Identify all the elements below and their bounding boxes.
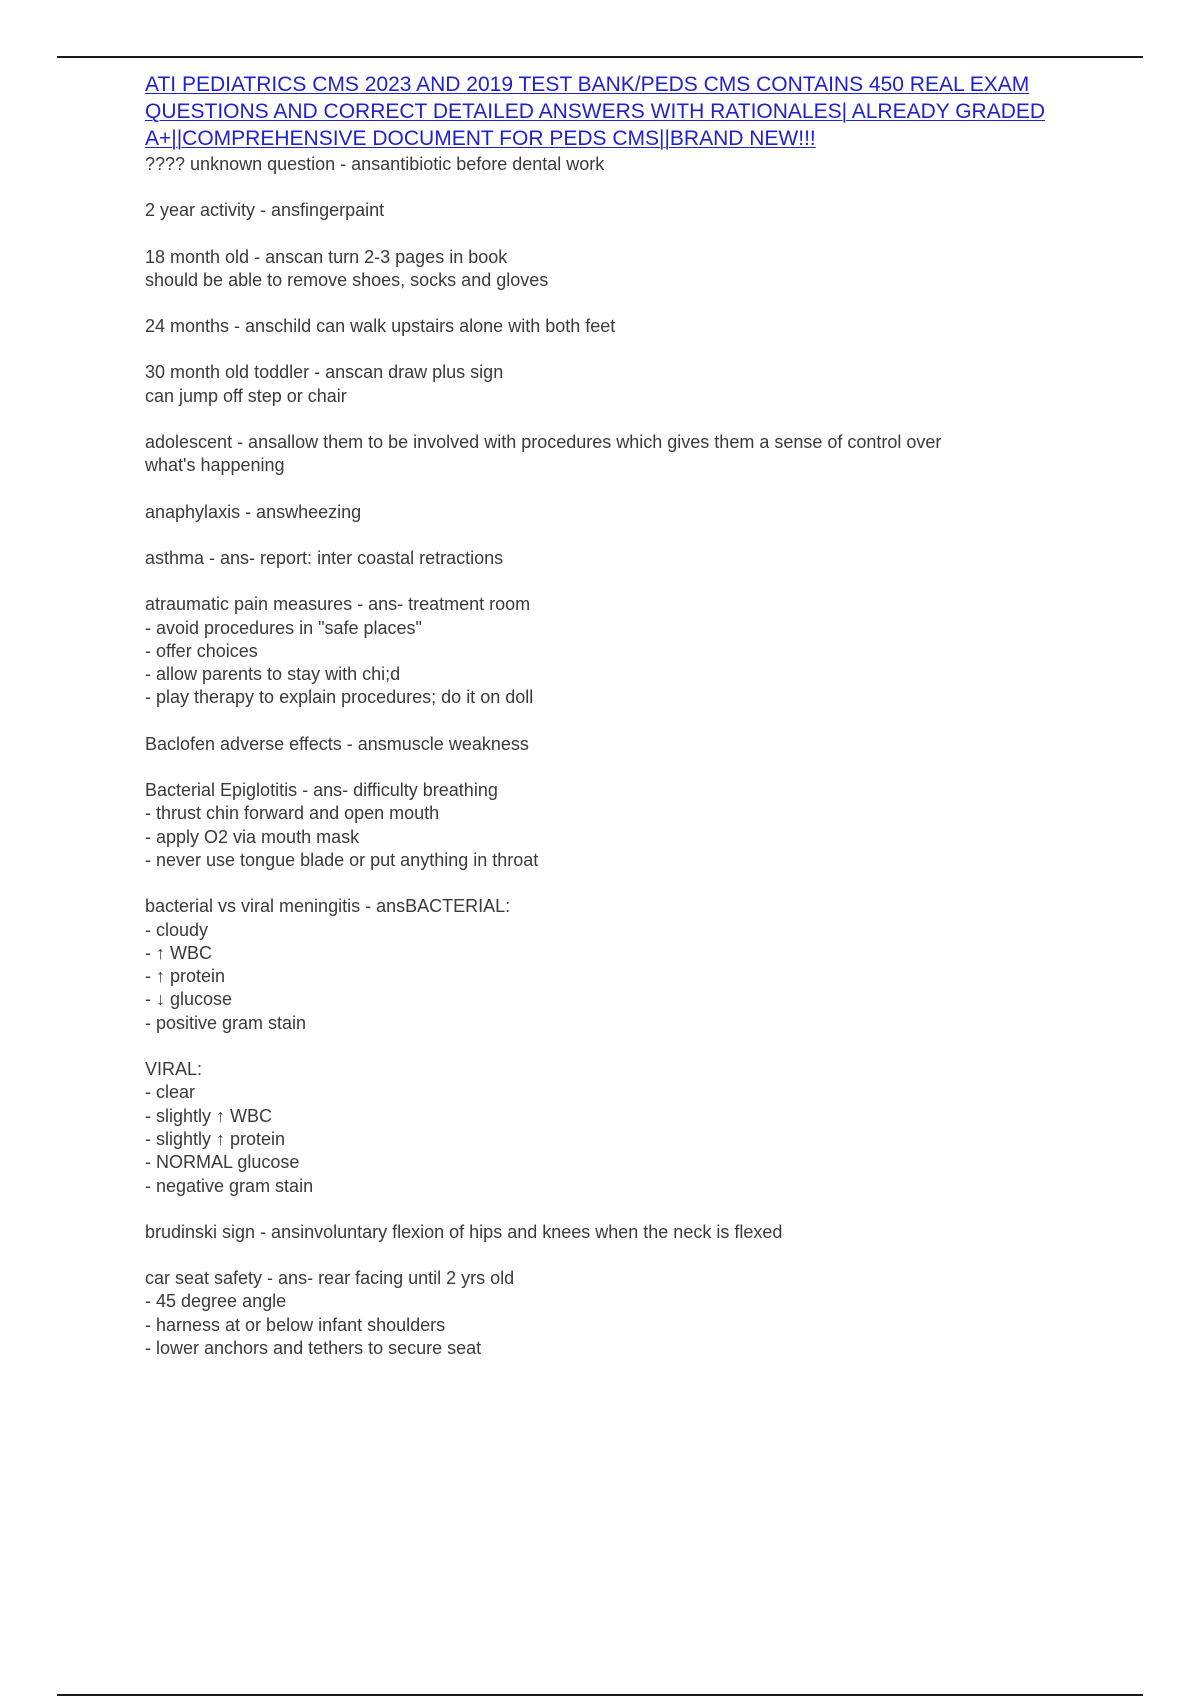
entry-block xyxy=(145,153,1085,176)
entry-block xyxy=(145,246,1085,293)
entry-question-line: brudinski sign - ansinvoluntary flexion of hips and knees when the neck is flexed xyxy=(145,1221,783,1242)
entry-detail-line: - thrust chin forward and open mouth xyxy=(145,803,440,824)
entry-question-line: Baclofen adverse effects - ansmuscle weakness xyxy=(145,733,529,754)
entry-question-line: bacterial vs viral meningitis - ansBACTERIAL: xyxy=(145,896,511,917)
entries-list xyxy=(145,153,1085,1360)
entry-detail-line: should be able to remove shoes, socks and gloves xyxy=(145,269,549,290)
entry-question-line: anaphylaxis - answheezing xyxy=(145,501,362,522)
entry-block xyxy=(145,199,1085,222)
entry-detail-line: - offer choices xyxy=(145,640,258,661)
entry-detail-line: - NORMAL glucose xyxy=(145,1152,300,1173)
entry-detail-line: can jump off step or chair xyxy=(145,385,347,406)
entry-detail-line: - negative gram stain xyxy=(145,1175,314,1196)
entry-detail-line: - ↓ glucose xyxy=(145,989,233,1010)
entry-block xyxy=(145,593,1085,709)
entry-detail-line: - avoid procedures in "safe places" xyxy=(145,617,422,638)
page-content xyxy=(145,71,1085,1383)
entry-question-line: 24 months - anschild can walk upstairs alone with both feet xyxy=(145,316,616,337)
entry-block xyxy=(145,431,1085,478)
entry-block xyxy=(145,779,1085,872)
entry-block xyxy=(145,1267,1085,1360)
entry-question-line: adolescent - ansallow them to be involved with procedures which gives them a sense of control over xyxy=(145,432,942,453)
entry-block xyxy=(145,547,1085,570)
entry-detail-line: - lower anchors and tethers to secure seat xyxy=(145,1337,482,1358)
entry-question-line: 18 month old - anscan turn 2-3 pages in book xyxy=(145,246,508,267)
entry-block xyxy=(145,1221,1085,1244)
top-rule xyxy=(57,56,1143,58)
entry-question-line: atraumatic pain measures - ans- treatment room xyxy=(145,594,531,615)
entry-block xyxy=(145,501,1085,524)
bottom-rule xyxy=(57,1694,1143,1696)
entry-detail-line: - slightly ↑ WBC xyxy=(145,1105,273,1126)
entry-detail-line: - clear xyxy=(145,1082,196,1103)
entry-block xyxy=(145,895,1085,1035)
entry-question-line: Bacterial Epiglotitis - ans- difficulty breathing xyxy=(145,780,498,801)
entry-detail-line: - allow parents to stay with chi;d xyxy=(145,664,401,685)
document-title-link[interactable]: ATI PEDIATRICS CMS 2023 AND 2019 TEST BANK/PEDS CMS CONTAINS 450 REAL EXAM QUESTIONS AND CORRECT DETAILED ANSWERS WITH RATIONALES| ALREADY GRADED A+||COMPREHENSIVE DOCUMENT FOR PEDS CMS||BRAND NEW!!! xyxy=(145,73,1046,150)
entry-question-line: asthma - ans- report: inter coastal retractions xyxy=(145,547,504,568)
entry-detail-line: - play therapy to explain procedures; do it on doll xyxy=(145,687,534,708)
entry-question-line: ???? unknown question - ansantibiotic before dental work xyxy=(145,154,605,174)
entry-question-line: car seat safety - ans- rear facing until 2 yrs old xyxy=(145,1268,515,1289)
entry-question-line: 30 month old toddler - anscan draw plus sign xyxy=(145,362,504,383)
entry-detail-line: - positive gram stain xyxy=(145,1012,307,1033)
entry-block xyxy=(145,315,1085,338)
entry-block xyxy=(145,1058,1085,1198)
entry-question-line: 2 year activity - ansfingerpaint xyxy=(145,200,385,221)
entry-block xyxy=(145,733,1085,756)
entry-detail-line: - ↑ protein xyxy=(145,966,226,987)
entry-detail-line: - cloudy xyxy=(145,919,209,940)
entry-question-line: VIRAL: xyxy=(145,1059,203,1080)
entry-block xyxy=(145,361,1085,408)
entry-detail-line: what's happening xyxy=(145,455,285,476)
entry-detail-line: - harness at or below infant shoulders xyxy=(145,1314,446,1335)
entry-detail-line: - ↑ WBC xyxy=(145,942,212,963)
entry-detail-line: - 45 degree angle xyxy=(145,1291,287,1312)
entry-detail-line: - never use tongue blade or put anything in throat xyxy=(145,849,539,870)
entry-detail-line: - apply O2 via mouth mask xyxy=(145,826,360,847)
entry-detail-line: - slightly ↑ protein xyxy=(145,1128,286,1149)
